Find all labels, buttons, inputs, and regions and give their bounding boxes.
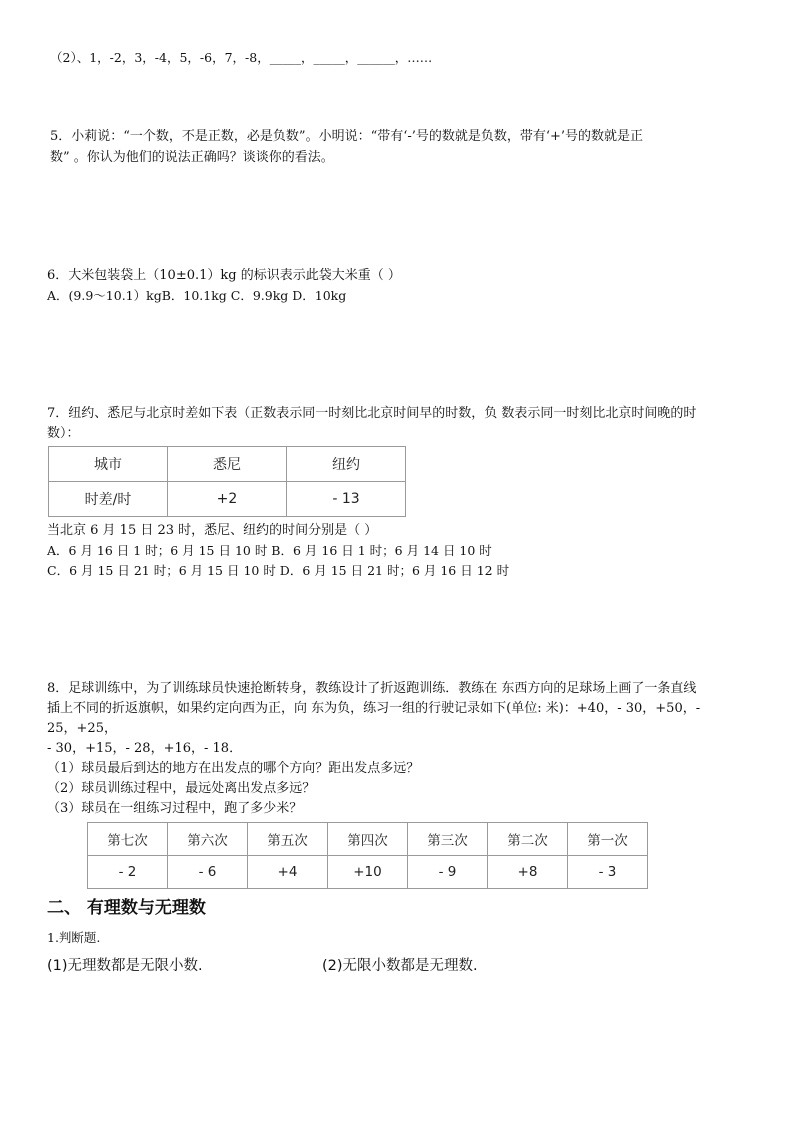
table-cell: 悉尼: [168, 447, 287, 482]
section-2-item-1: (1)无理数都是无限小数.: [47, 958, 203, 974]
q7-question: 当北京 6 月 15 日 23 时，悉尼、纽约的时间分别是（ ）: [47, 523, 378, 538]
q6-options: A．(9.9～10.1）kgB．10.1kg C．9.9kg D．10kg: [47, 288, 347, 303]
q7-time-difference-table: [48, 446, 406, 517]
table-cell: 第七次: [88, 823, 168, 856]
q8-training-record-table: [87, 822, 648, 889]
table-cell: - 2: [88, 856, 168, 889]
q7-options-cd: C．6 月 15 日 21 时；6 月 15 日 10 时 D．6 月 15 日 21 时；6 月 16 日 12 时: [47, 563, 510, 578]
q4-sequence-line: （2）、1，-2，3，-4，5，-6，7，-8，_____，_____，______，……: [50, 50, 433, 65]
q8-sub-question-2: （2）球员训练过程中，最远处离出发点多远？: [47, 781, 316, 796]
table-cell: 纽约: [287, 447, 406, 482]
section-2-item-2: (2)无限小数都是无理数.: [322, 958, 478, 974]
table-cell: 城市: [49, 447, 168, 482]
q8-sub-question-3: （3）球员在一组练习过程中，跑了多少米？: [47, 801, 303, 816]
table-row: [88, 856, 648, 889]
table-cell: 第六次: [168, 823, 248, 856]
q6-stem: 6．大米包装袋上（10±0.1）kg 的标识表示此袋大米重（ ）: [47, 268, 401, 283]
table-cell: 第三次: [408, 823, 488, 856]
q8-sub-question-1: （1）球员最后到达的地方在出发点的哪个方向？距出发点多远？: [47, 761, 420, 776]
table-cell: 第四次: [328, 823, 408, 856]
table-cell: - 6: [168, 856, 248, 889]
table-cell: 时差/时: [49, 482, 168, 517]
section-2-heading: 二、 有理数与无理数: [47, 898, 206, 918]
table-header-row: [49, 447, 406, 482]
q5-line-1: 5．小莉说：“一个数，不是正数，必是负数”。小明说：“带有‘-’号的数就是负数，带有‘+’号的数就是正: [50, 129, 644, 144]
q8-line-1: 8．足球训练中，为了训练球员快速抢断转身，教练设计了折返跑训练．教练在 东西方向的足球场上画了一条直线: [47, 681, 697, 696]
q8-line-4: - 30，+15，- 28，+16，- 18．: [47, 741, 243, 756]
q8-line-2: 插上不同的折返旗帜，如果约定向西为正，向 东为负，练习一组的行驶记录如下(单位: 米)：+40，- 30，+50，-: [47, 701, 701, 716]
q5-line-2: 数” 。你认为他们的说法正确吗？谈谈你的看法。: [50, 150, 334, 165]
section-2-q1-title: 1.判断题.: [47, 930, 101, 945]
table-cell: - 13: [287, 482, 406, 517]
q7-options-ab: A．6 月 16 日 1 时；6 月 15 日 10 时 B．6 月 16 日 1 时；6 月 14 日 10 时: [47, 543, 492, 558]
table-cell: - 3: [568, 856, 648, 889]
table-cell: 第一次: [568, 823, 648, 856]
table-cell: +2: [168, 482, 287, 517]
q8-line-3: 25，+25，: [47, 721, 117, 736]
table-cell: +8: [488, 856, 568, 889]
table-row: [49, 482, 406, 517]
table-cell: +4: [248, 856, 328, 889]
table-cell: 第五次: [248, 823, 328, 856]
table-header-row: [88, 823, 648, 856]
table-cell: - 9: [408, 856, 488, 889]
q7-line-2: 数）：: [47, 426, 80, 441]
table-cell: +10: [328, 856, 408, 889]
table-cell: 第二次: [488, 823, 568, 856]
q7-line-1: 7．纽约、悉尼与北京时差如下表（正数表示同一时刻比北京时间早的时数，负 数表示同一时刻比北京时间晚的时: [47, 406, 697, 421]
